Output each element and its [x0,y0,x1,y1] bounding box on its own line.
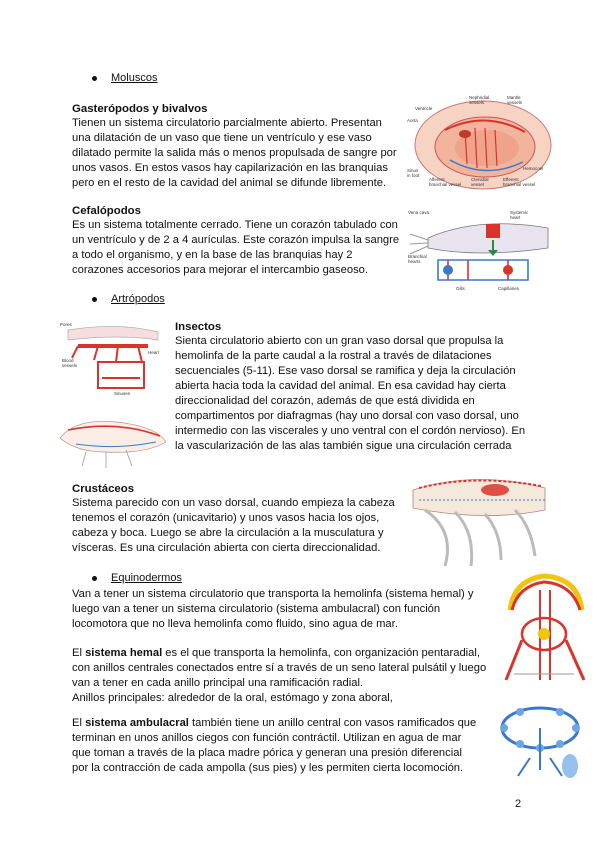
paragraph-line: compartimentos por diafragmas (hay uno dorsal con vaso dorsal, uno [175,410,519,422]
paragraph-line: locomotora que no lleva hemolinfa como fluido, sino agua de mar. [72,618,398,630]
fig-label: Nephridial [469,95,490,100]
paragraph-line: por la contracción de cada ampolla (sus pies) y les permiten cierta locomoción. [72,762,464,774]
heading-insectos: Insectos [175,321,222,333]
paragraph-line: intermedio con las viscerales y uno ventral con el cordón nervioso). En [175,425,526,437]
paragraph-line: secuenciales (5-11). Ese vaso dorsal se ramifica y deja la circulación [175,365,516,377]
heading-crustaceos: Crustáceos [72,483,135,495]
paragraph-line: abierta hacia toda la cavidad del animal. En esa cavidad hay cierta [175,380,506,392]
text-rest: es el que transporta la hemolinfa, con organización pentaradial, [162,647,480,659]
text-pre: El [72,647,86,659]
paragraph-line: Van a tener un sistema circulatorio que transporta la hemolinfa (sistema hemal) y [72,588,474,600]
bullet-label: Moluscos [111,72,158,84]
paragraph-line: corazones accesorios para mejorar el intercambio gaseoso. [72,264,368,276]
cephalopod-circulation-figure [408,198,558,294]
term-sistema-hemal: sistema hemal [85,647,163,659]
paragraph-line: Sienta circulatorio abierto con un gran vaso dorsal que propulsa la [175,335,504,347]
bullet-moluscos [92,72,157,84]
fig-label: Pores [60,322,72,327]
paragraph-line: Anillos principales: alrededor de la oral, estómago y zona aboral, [72,692,393,704]
paragraph-line: Sistema parecido con un vaso dorsal, cuando empieza la cabeza [72,497,395,509]
section-crustaceos [72,483,402,556]
paragraph-line: direccionalidad del corazón, además de que está dividida en [175,395,475,407]
bullet-equinodermos [92,572,182,584]
term-sistema-ambulacral: sistema ambulacral [85,717,189,729]
insect-heart-figure [58,318,166,398]
paragraph-line: cabeza y boca. Luego se abre la circulación a la musculatura y [72,527,384,539]
paragraph-line: con anillos centrales conectados entre sí a través de un seno lateral pulsátil y luego [72,662,487,674]
fig-label: Afferent [429,177,445,182]
fig-label: heart [510,215,521,220]
fig-label: hearts [408,259,421,264]
fig-label: Sinuses [114,391,131,396]
fig-label: Blood [62,358,74,363]
bullet-dot [92,297,97,302]
fig-label: Branchial [408,254,427,259]
paragraph-line: van a tener en cada anillo principal una ramificación radial. [72,677,364,689]
bullet-label: Equinodermos [111,572,182,584]
section-sistema-hemal [72,646,492,706]
paragraph-line: hemolinfa de la parte caudal a la rostral a través de dilataciones [175,350,492,362]
paragraph-line: una dilatación de un vaso que tiene un ventrículo y ese vaso [72,132,372,144]
paragraph-line: un ventrículo y de 2 a 4 aurículas. Este corazón impulsa la sangre [72,234,400,246]
insect-body-figure [56,408,168,472]
fig-label: vessels [469,100,485,105]
section-sistema-ambulacral [72,716,492,776]
fig-label: Heart [148,350,160,355]
paragraph-line [72,646,492,661]
fig-label: Vena cava [408,210,430,215]
fig-label: Ventricle [415,106,433,111]
section-equinodermos-intro [72,587,492,632]
fig-label: Hemocoel [523,166,544,171]
bullet-artropodos [92,293,165,305]
heading-cefalopodos: Cefalópodos [72,205,141,217]
text-rest: también tiene un anillo central con vasos ramificados que [188,717,477,729]
fig-label: branchial vessel [429,182,462,187]
fig-label: Aorta [407,118,418,123]
hemal-system-figure [500,570,590,690]
fig-label: vessel [471,182,484,187]
section-gasteropodos [72,103,402,191]
paragraph-line: vísceras. Es una circulación abierta con cierta direccionalidad. [72,542,381,554]
paragraph-line: terminan en unos anillos ciegos con función contráctil. Utilizan en agua de mar [72,732,462,744]
section-cefalopodos [72,205,412,278]
section-insectos [175,321,555,454]
paragraph-line: a todo el organismo, y en la base de las branquias hay 2 [72,249,353,261]
ambulacral-system-figure [490,698,590,782]
paragraph-line: Es un sistema totalmente cerrado. Tiene un corazón tabulado con [72,219,398,231]
paragraph-line: dilatado permite la salida más o menos propulsada de sangre por [72,147,397,159]
fig-label: Systemic [510,210,529,215]
paragraph-line: tenemos el corazón (unicavitario) y unos vasos hacia los ojos, [72,512,380,524]
fig-label: in foot [407,173,420,178]
bullet-dot [92,576,97,581]
fig-label: Gills [456,286,465,291]
paragraph-line: unos vasos. En estos vasos hay capilarización en las branquias [72,162,388,174]
fig-label: branchial vessel [503,182,536,187]
bullet-dot [92,76,97,81]
bullet-label: Artrópodos [111,293,165,305]
text-pre: El [72,717,86,729]
paragraph-line: Tienen un sistema circulatorio parcialmente abierto. Presentan [72,117,382,129]
mollusc-circulation-figure [405,90,555,192]
paragraph-line: la vascularización de las alas también sigue una circulación cerrada [175,440,512,452]
paragraph-line: pero en el resto de la cavidad del animal se difunde libremente. [72,177,387,189]
heading-gasteropodos: Gasterópodos y bivalvos [72,103,208,115]
fig-label: vessels [507,100,523,105]
paragraph-line: luego van a tener un sistema circulatorio (sistema ambulacral) con función [72,603,441,615]
fig-label: Sinus [407,168,419,173]
fig-label: Efferent [503,177,519,182]
fig-label: Capillaries [498,286,520,291]
paragraph-line: que toman a través de la placa madre pórica y generan una presión diferencial [72,747,462,759]
fig-label: Ctenidial [471,177,489,182]
fig-label: Mantle [507,95,521,100]
page-number: 2 [515,798,522,810]
crustacean-circulation-figure [405,470,553,570]
fig-label: vessels [62,363,78,368]
paragraph-line [72,716,492,731]
